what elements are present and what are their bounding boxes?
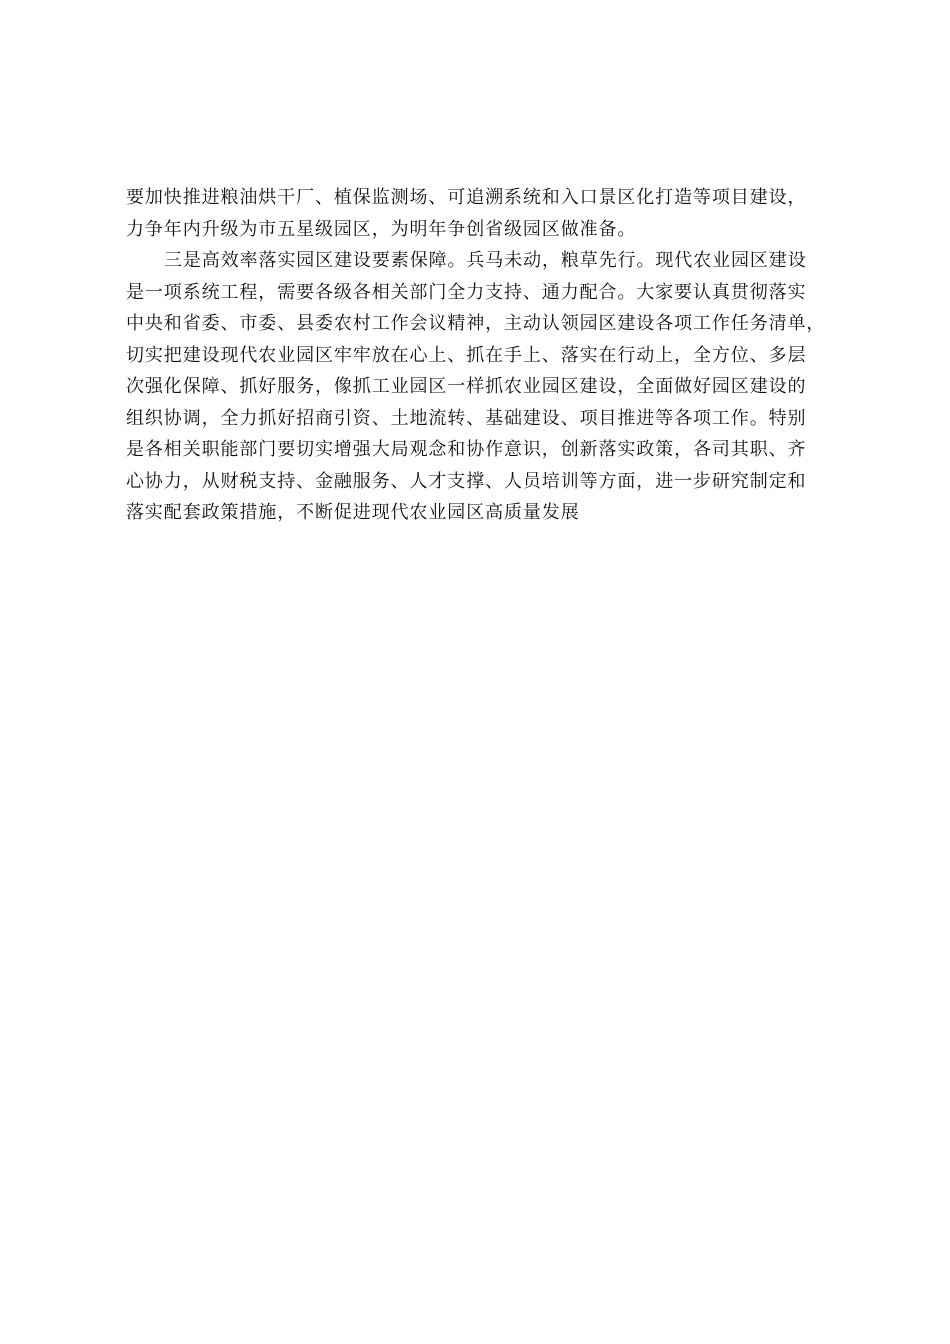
text-line: 力争年内升级为市五星级园区，为明年争创省级园区做准备。: [126, 218, 637, 240]
text-line: 是各相关职能部门要切实增强大局观念和协作意识，创新落实政策，各司其职、齐: [126, 439, 807, 460]
text-line: 切实把建设现代农业园区牢牢放在心上、抓在手上、落实在行动上，全方位、多层: [126, 344, 807, 366]
text-line: 落实配套政策措施，不断促进现代农业园区高质量发展: [126, 502, 580, 523]
body-text: [126, 182, 866, 529]
paragraph-start-line: 三是高效率落实园区建设要素保障。兵马未动，粮草先行。现代农业园区建设: [164, 250, 807, 271]
text-line: 心协力，从财税支持、金融服务、人才支撑、人员培训等方面，进一步研究制定和: [126, 470, 807, 492]
text-line: 中央和省委、市委、县委农村工作会议精神，主动认领园区建设各项工作任务清单，: [126, 313, 826, 334]
text-line: 组织协调，全力抓好招商引资、土地流转、基础建设、项目推进等各项工作。特别: [126, 407, 807, 429]
text-line: 是一项系统工程，需要各级各相关部门全力支持、通力配合。大家要认真贯彻落实: [126, 281, 807, 303]
text-line: 次强化保障、抓好服务，像抓工业园区一样抓农业园区建设，全面做好园区建设的: [126, 376, 807, 397]
text-line: 要加快推进粮油烘干厂、植保监测场、可追溯系统和入口景区化打造等项目建设，: [126, 187, 807, 208]
